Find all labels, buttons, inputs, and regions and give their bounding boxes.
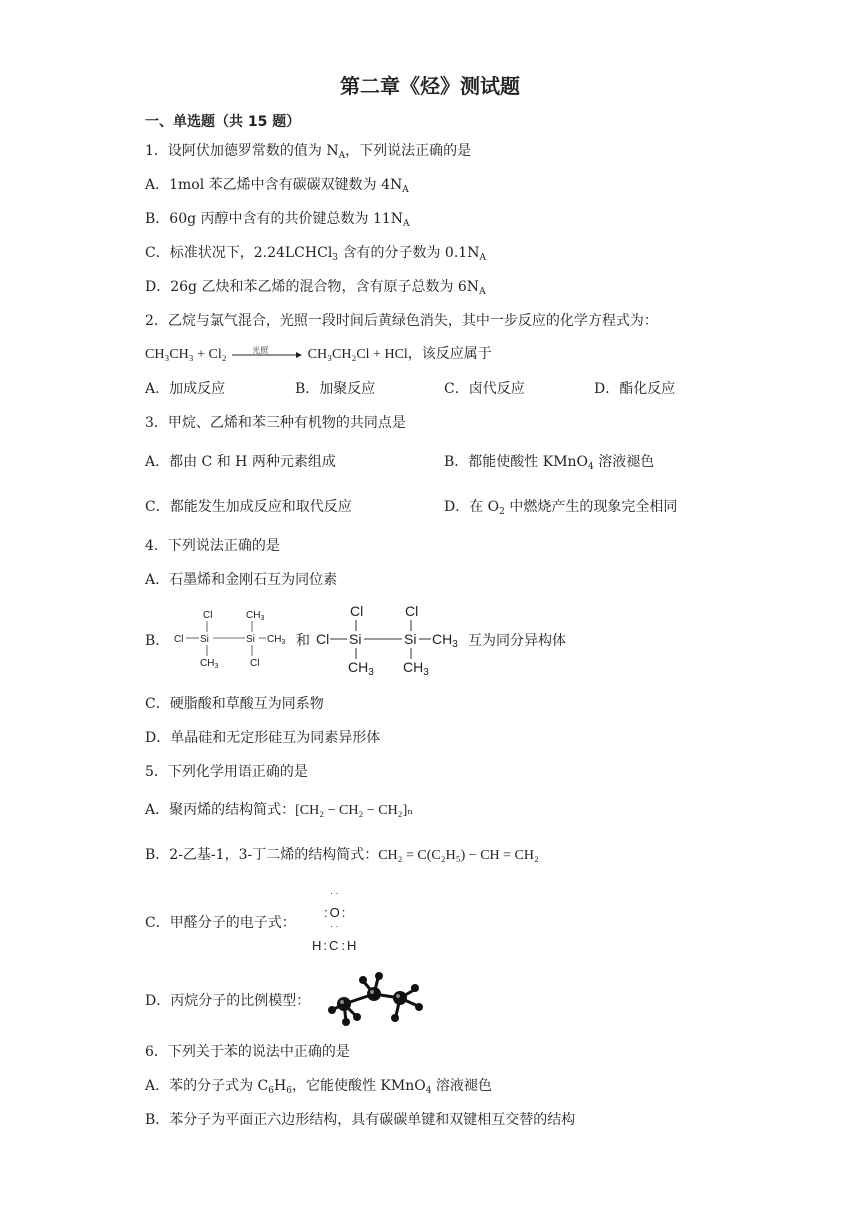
q6-option-b: B．苯分子为平面正六边形结构，具有碳碳单键和双键相互交替的结构 <box>145 1112 576 1128</box>
q2-equation: CH₃CH₃ + Cl₂ 光照 CH₃CH₂Cl + HCl，该反应属于 <box>145 345 492 362</box>
q6-option-a: A．苯的分子式为 $C_6H_6$，它能使酸性 KMnO$_4$ 溶液褪色 <box>145 1078 492 1096</box>
polypropylene-formula: [CH₂ − CH₂ − CH₂]ₙ <box>295 803 414 818</box>
q3-option-b: B．都能使酸性 KMnO$_4$ 溶液褪色 <box>444 454 655 472</box>
q5-option-a: A．聚丙烯的结构简式：[CH₂ − CH₂ − CH₂]ₙ <box>145 802 414 818</box>
q5-option-d: D．丙烷分子的比例模型： <box>145 993 311 1009</box>
q1-option-b: B．60g 丙醇中含有的共价键总数为 $11N_A$ <box>145 211 410 229</box>
q2-option-a: A．加成反应 <box>145 381 226 397</box>
svg-text:CH3: $CH_3$ <box>348 659 374 678</box>
large-disilane-structure <box>312 600 464 678</box>
q5-option-c: C．甲醛分子的电子式： <box>145 915 296 931</box>
section-heading: 一、单选题（共 15 题） <box>145 114 301 130</box>
page-title: 第二章《烃》测试题 <box>340 74 520 98</box>
svg-text:H:C:H: H : C : H <box>312 938 357 953</box>
svg-text:Si: Si <box>246 634 255 645</box>
question-3-stem: 3．甲烷、乙烯和苯三种有机物的共同点是 <box>145 415 406 431</box>
svg-text:· ·: · · <box>330 888 339 898</box>
svg-text:Cl: Cl <box>203 610 213 621</box>
q3-option-c: C．都能发生加成反应和取代反应 <box>145 499 352 515</box>
q2-option-c: C．卤代反应 <box>444 381 525 397</box>
svg-text:Cl: Cl <box>405 603 419 619</box>
formaldehyde-electron-formula <box>308 884 368 956</box>
svg-text::O:: : O : <box>324 905 346 920</box>
q1-option-d: D．26g 乙炔和苯乙烯的混合物，含有原子总数为 $6N_A$ <box>145 279 486 297</box>
small-disilane-structure <box>170 606 295 672</box>
svg-text:CH3: $CH_3$ <box>432 631 458 650</box>
svg-text:CH3: $CH_3$ <box>267 634 286 646</box>
q4-option-c: C．硬脂酸和草酸互为同系物 <box>145 696 324 712</box>
svg-text:Si: Si <box>349 631 362 647</box>
question-1-stem: 1．设阿伏加德罗常数的值为 $N_A$，下列说法正确的是 <box>145 143 472 161</box>
propane-ball-model-image <box>322 966 432 1034</box>
butadiene-formula: CH₂ = C(C₂H₅) − CH = CH₂ <box>378 848 539 863</box>
q5-option-b: B．2-乙基-1，3-丁二烯的结构简式：CH₂ = C(C₂H₅) − CH = CH₂ <box>145 847 539 863</box>
q4-option-d: D．单晶硅和无定形硅互为同素异形体 <box>145 730 381 746</box>
q4-option-b-label: B． <box>145 633 170 649</box>
svg-text:Cl: Cl <box>350 603 364 619</box>
svg-text:· ·: · · <box>330 921 339 931</box>
svg-text:Si: Si <box>404 631 417 647</box>
svg-text:Cl: Cl <box>174 634 184 645</box>
question-2-stem: 2．乙烷与氯气混合，光照一段时间后黄绿色消失，其中一步反应的化学方程式为： <box>145 313 658 329</box>
q2-option-d: D．酯化反应 <box>594 381 676 397</box>
q4-option-a: A．石墨烯和金刚石互为同位素 <box>145 572 338 588</box>
question-6-stem: 6．下列关于苯的说法中正确的是 <box>145 1044 350 1060</box>
q4-option-b-and: 和 <box>296 633 310 649</box>
q4-option-b-tail: 互为同分异构体 <box>468 633 566 649</box>
question-4-stem: 4．下列说法正确的是 <box>145 538 280 554</box>
svg-text:CH3: $CH_3$ <box>403 659 429 678</box>
svg-text:Cl: Cl <box>250 658 260 669</box>
reaction-arrow: 光照 <box>232 350 302 360</box>
svg-text:CH3: $CH_3$ <box>246 610 265 622</box>
svg-text:CH3: $CH_3$ <box>200 658 219 670</box>
q1-option-c: C．标准状况下，2.24LCHCl$_3$ 含有的分子数为 $0.1N_A$ <box>145 245 486 263</box>
q1-option-a: A．1mol 苯乙烯中含有碳碳双键数为 $4N_A$ <box>145 177 409 195</box>
svg-text:Si: Si <box>200 634 209 645</box>
q2-option-b: B．加聚反应 <box>295 381 376 397</box>
q3-option-a: A．都由 C 和 H 两种元素组成 <box>145 454 336 470</box>
q3-option-d: D．在 $O_2$ 中燃烧产生的现象完全相同 <box>444 499 678 517</box>
question-5-stem: 5．下列化学用语正确的是 <box>145 764 308 780</box>
svg-text:Cl: Cl <box>316 631 330 647</box>
